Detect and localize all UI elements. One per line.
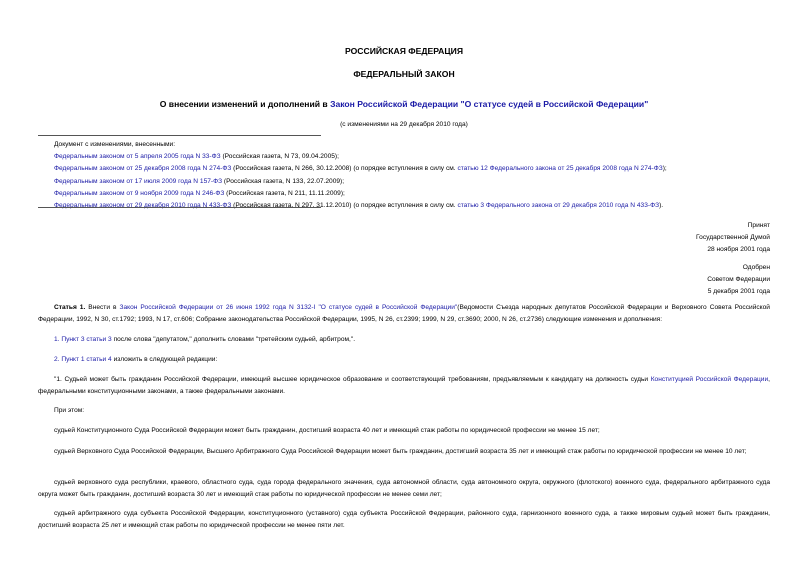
document-title	[38, 99, 770, 109]
change-item: Федеральным законом от 17 июля 2009 года N 157-ФЗ (Российская газета, N 133, 22.07.2009);	[54, 177, 345, 185]
paragraph-constitutional-court: судьей Конституционного Суда Российской Федерации может быть гражданин, достигший возраста 40 лет и имеющий стаж работы по юридической профессии не менее 15 лет;	[54, 427, 600, 434]
change-effective-link[interactable]: статью 12 Федерального закона от 25 декабря 2008 года N 274-ФЗ	[457, 165, 663, 173]
item-1: 1. Пункт 3 статьи 3 после слова "депутатом," дополнить словами "третейским судьей, арбитром,".	[54, 336, 356, 343]
divider-bottom	[38, 207, 321, 208]
paragraph-supreme-court: судьей Верховного Суда Российской Федерации, Высшего Арбитражного Суда Российской Федерации может быть гражданин, достигший возраста 35 лет и имеющий стаж работы по юридической профессии не менее 10 лет;	[54, 448, 747, 455]
change-link[interactable]: Федеральным законом от 29 декабря 2010 года N 433-ФЗ	[54, 202, 232, 210]
changes-intro: Документ с изменениями, внесенными:	[54, 141, 176, 148]
change-item: Федеральным законом от 25 декабря 2008 года N 274-ФЗ (Российская газета, N 266, 30.12.2008) (о порядке вступления в силу см. статью 12 Федерального закона от 25 декабря 2008 года N 274-ФЗ);	[54, 165, 667, 173]
changes-list	[54, 139, 667, 212]
country-heading: РОССИЙСКАЯ ФЕДЕРАЦИЯ	[344, 46, 464, 56]
revision-note: (с изменениями на 29 декабря 2010 года)	[340, 121, 468, 128]
change-link[interactable]: Федеральным законом от 5 апреля 2005 года N 33-ФЗ	[54, 153, 221, 161]
constitution-link[interactable]: Конституцией Российской Федерации	[650, 376, 769, 383]
change-effective-link[interactable]: статью 3 Федерального закона от 29 декабря 2010 года N 433-ФЗ	[457, 202, 660, 210]
title-law-link[interactable]: Закон Российской Федерации "О статусе судей в Российской Федерации"	[330, 99, 649, 109]
law-type-heading: ФЕДЕРАЛЬНЫЙ ЗАКОН	[353, 69, 455, 79]
law-1992-link[interactable]: Закон Российской Федерации от 26 июня 1992 года N 3132-I "О статусе судей в Российской Федерации"	[119, 304, 458, 311]
paragraph-arbitration-courts: судьей арбитражного суда субъекта Российской Федерации, конституционного (уставного) суда субъекта Российской Федерации, районного суда, гарнизонного военного суда, а также мировым судьей может быть гражданин, достигший возраста 25 лет и имеющий стаж работы по юридической профессии не менее пяти лет.	[38, 510, 770, 529]
item-2: 2. Пункт 1 статьи 4 изложить в следующей редакции:	[54, 356, 218, 363]
item-1-link[interactable]: 1. Пункт 3 статьи 3	[54, 336, 112, 343]
change-link[interactable]: Федеральным законом от 9 ноября 2009 года N 246-ФЗ	[54, 189, 225, 197]
change-link[interactable]: Федеральным законом от 25 декабря 2008 года N 274-ФЗ	[54, 165, 232, 173]
change-item: Федеральным законом от 5 апреля 2005 года N 33-ФЗ (Российская газета, N 73, 09.04.2005);	[54, 153, 339, 161]
item-2-link[interactable]: 2. Пункт 1 статьи 4	[54, 356, 112, 363]
paragraph-pri: При этом:	[54, 407, 85, 414]
title-prefix: О внесении изменений и дополнений в	[159, 99, 331, 109]
approved-block: Одобрен Советом Федерации 5 декабря 2001 года	[707, 264, 770, 295]
article-label: Статья 1.	[54, 304, 86, 311]
change-item: Федеральным законом от 9 ноября 2009 года N 246-ФЗ (Российская газета, N 211, 11.11.2009);	[54, 189, 345, 197]
change-link[interactable]: Федеральным законом от 17 июля 2009 года N 157-ФЗ	[54, 177, 223, 185]
divider-top	[38, 135, 321, 136]
quote-paragraph: "1. Судьей может быть гражданин Российской Федерации, имеющий высшее юридическое образование и соответствующий требованиям, предъявляемым к кандидату на должность судьи Конституцией Российской Федерации, федеральными конституционными законами, а также федеральными законами.	[38, 376, 770, 395]
change-item: Федеральным законом от 29 декабря 2010 года N 433-ФЗ (Российская газета, N 297, 31.12.2010) (о порядке вступления в силу см. статью 3 Федерального закона от 29 декабря 2010 года N 433-ФЗ).	[54, 202, 664, 210]
adopted-block: Принят Государственной Думой 28 ноября 2001 года	[696, 222, 770, 253]
article-1: Статья 1. Внести в Закон Российской Федерации от 26 июня 1992 года N 3132-I "О статусе судей в Российской Федерации"(Ведомости Съезда народных депутатов Российской Федерации и Верховного Совета Российской Федерации, 1992, N 30, ст.1792; 1993, N 17, ст.606; Собрание законодательства Российской Федерации, 1995, N 26, ст.2399; 1999, N 29, ст.3690; 2000, N 26, ст.2736) следующие изменения и дополнения:	[38, 304, 770, 323]
paragraph-regional-courts: судьей верховного суда республики, краевого, областного суда, суда города федерального значения, суда автономной области, суда автономного округа, окружного (флотского) военного суда, федерального арбитражного суда округа может быть гражданин, достигший возраста 30 лет и имеющий стаж работы по юридической профессии не менее семи лет;	[38, 479, 770, 498]
